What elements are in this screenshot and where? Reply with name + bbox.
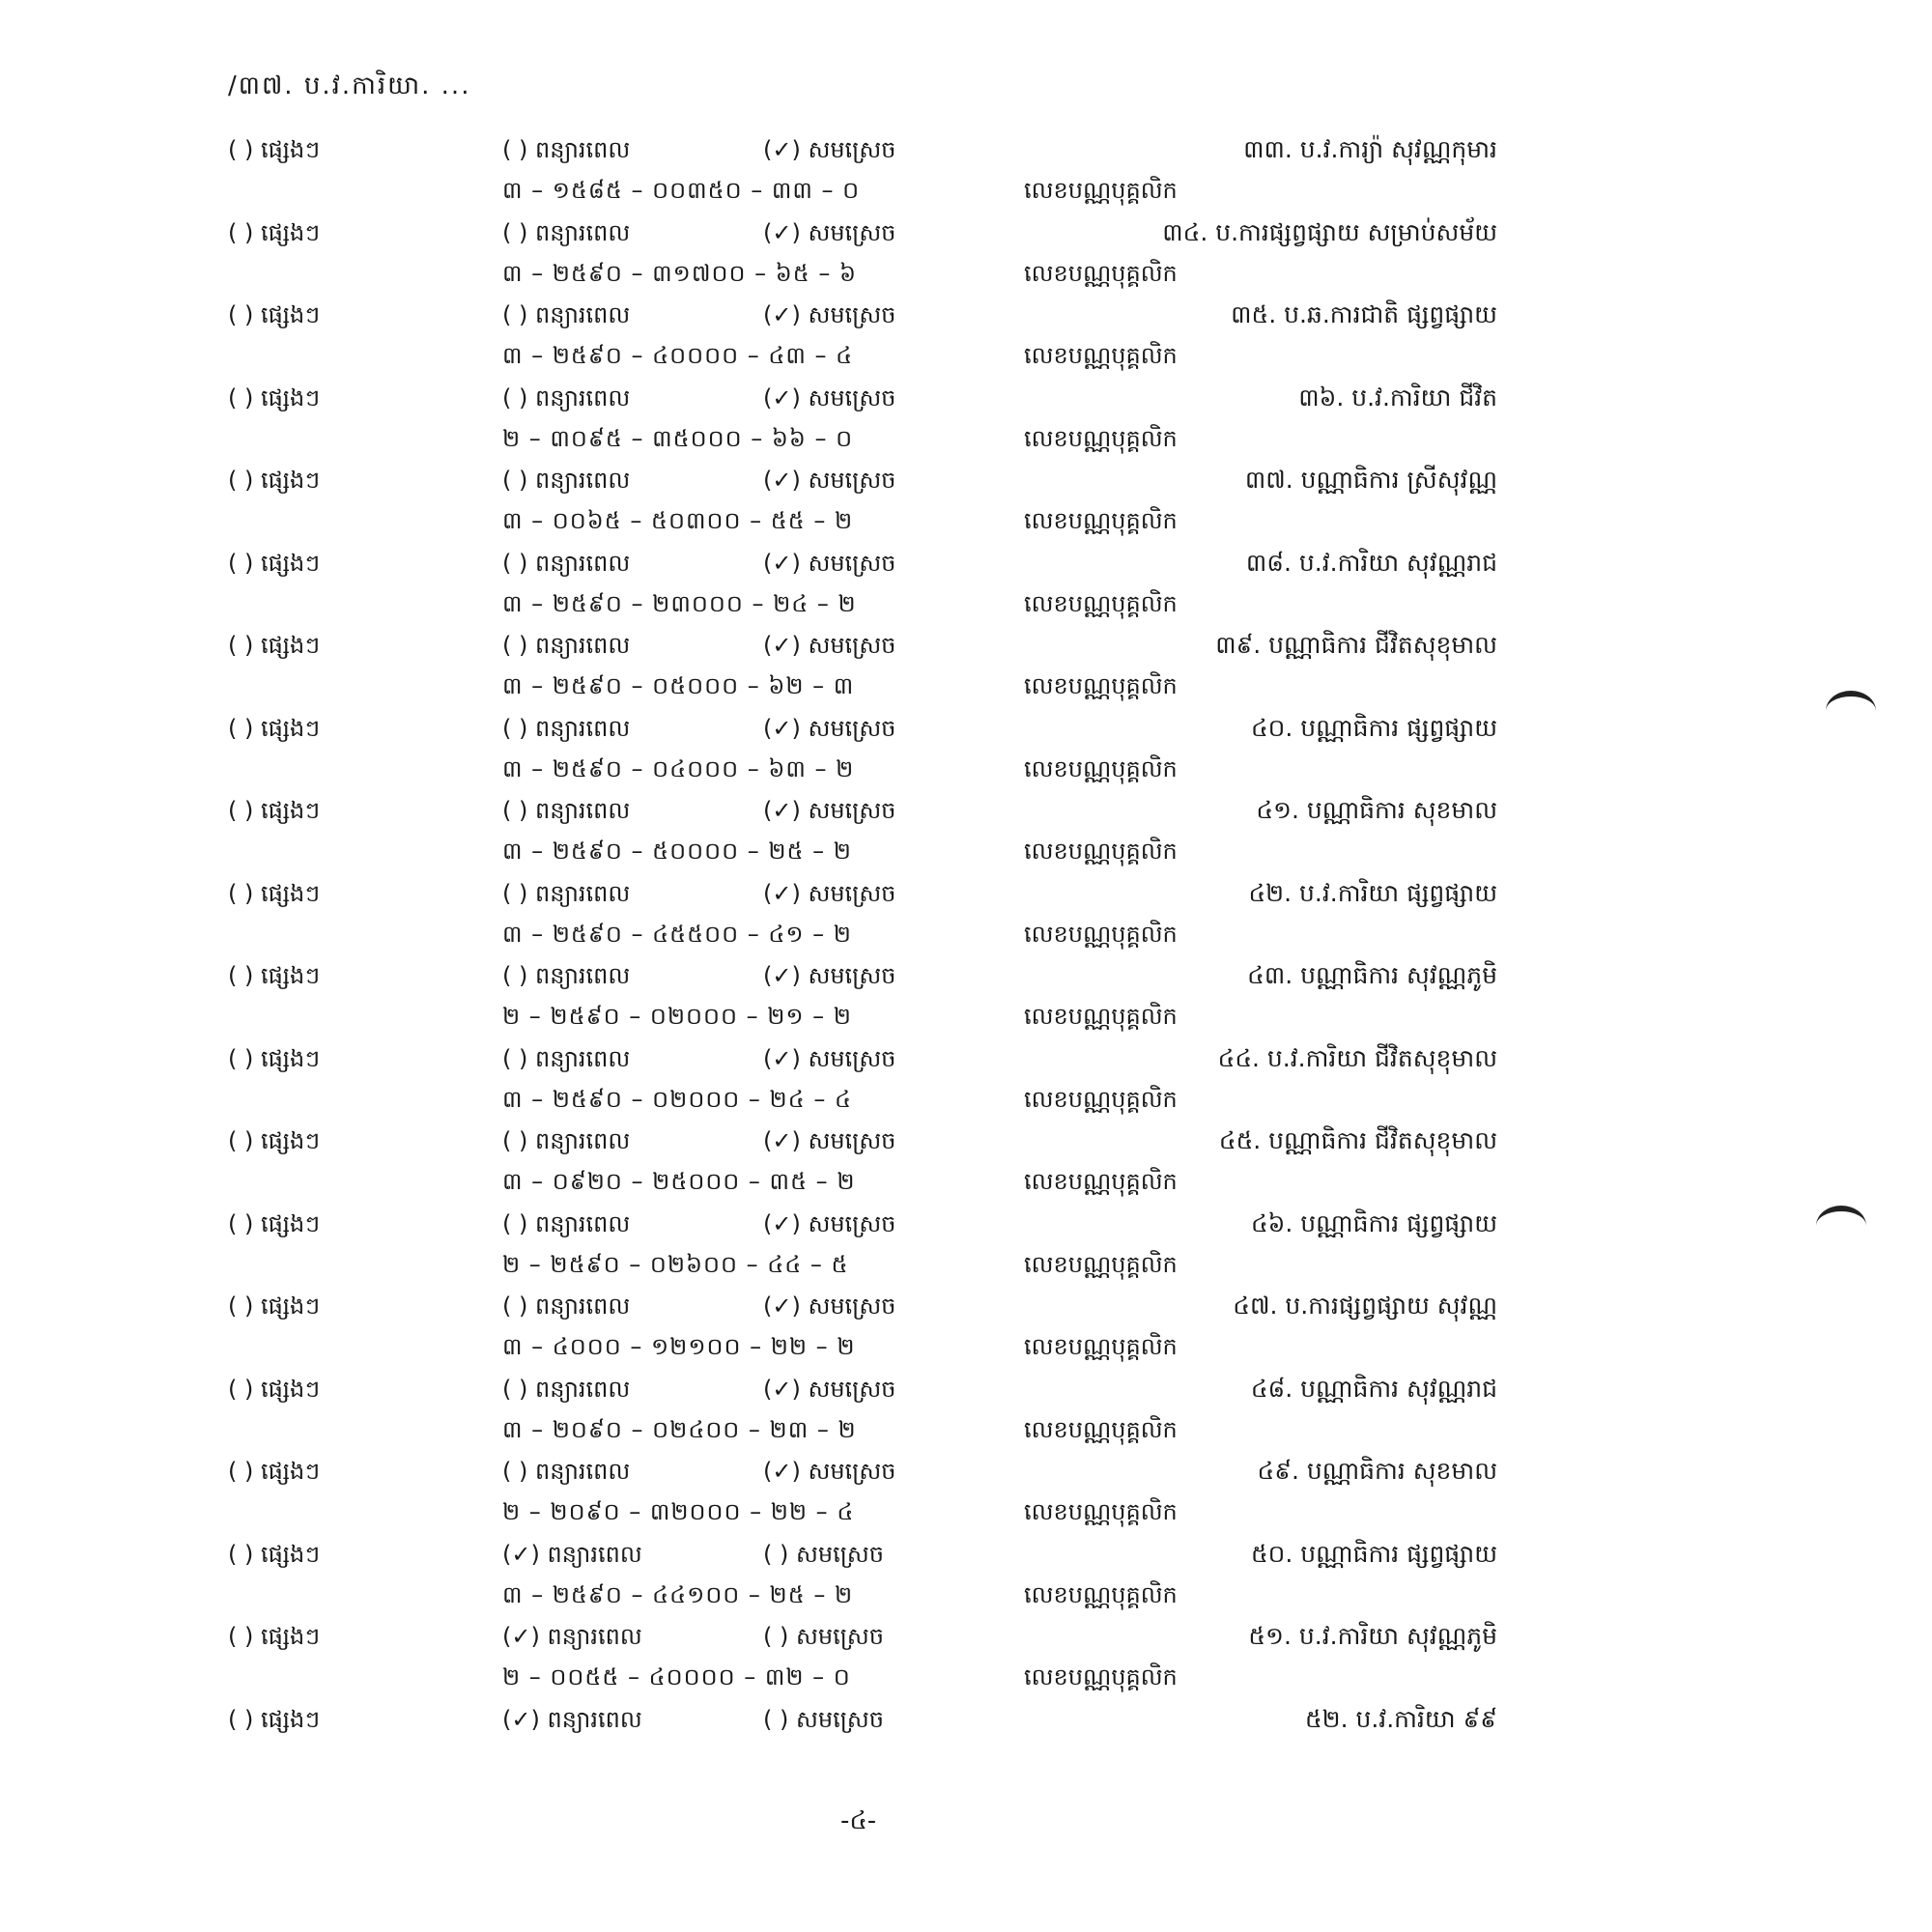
status-approved: (✓) សមស្រេច (763, 714, 896, 742)
entry-name: ៤៣. បណ្ណាធិការ សុវណ្ណភូមិ (1247, 961, 1497, 989)
entry-name: ៣៦. ប.វ.ការិយា ជីវិត (1298, 383, 1497, 412)
entry-code-label: លេខបណ្ណបុគ្គលិក (1024, 1085, 1178, 1113)
entry-code: ៣ – ០៩២០ – ២៥០០០ – ៣៥ – ២ (502, 1168, 856, 1195)
entry-name: ៣៨. ប.វ.ការិយា សុវណ្ណរាជ (1245, 548, 1497, 577)
record-entry (0, 1355, 1932, 1443)
entry-code: ២ – ២០៩០ – ៣២០០០ – ២២ – ៤ (502, 1498, 855, 1525)
status-postponed: ( ) ពន្យារពេល (502, 1044, 631, 1072)
entry-code: ២ – ៣០៩៥ – ៣៥០០០ – ៦៦ – ០ (502, 424, 854, 452)
punch-hole (1816, 1206, 1866, 1246)
record-entry (0, 1520, 1932, 1608)
status-approved: (✓) សមស្រេច (763, 632, 896, 659)
status-postponed: ( ) ពន្យារពេល (502, 1458, 631, 1485)
record-entry (0, 116, 1932, 204)
status-other: ( ) ផ្សេងៗ (228, 136, 321, 163)
entry-code-label: លេខបណ្ណបុគ្គលិក (1024, 754, 1178, 782)
page-number: -៤- (840, 1806, 877, 1835)
status-approved: (✓) សមស្រេច (763, 549, 896, 577)
entry-code: ២ – ២៥៩០ – ០២៦០០ – ៤៤ – ៥ (502, 1250, 849, 1278)
status-postponed: (✓) ពន្យារពេល (502, 1705, 642, 1733)
entry-name: ៣៥. ប.ឆ.ការជាតិ ផ្សព្វផ្សាយ (1231, 300, 1497, 328)
entry-code: ៣ – ២៥៩០ – ០២០០០ – ២៤ – ៤ (502, 1085, 852, 1113)
entry-name: ៣៤. ប.ការផ្សព្វផ្សាយ សម្រាប់សម័យ (1162, 217, 1497, 246)
status-postponed: ( ) ពន្យារពេល (502, 1209, 631, 1237)
status-other: ( ) ផ្សេងៗ (228, 301, 321, 328)
entry-code: ៣ – ២៥៩០ – ០៤០០០ – ៦៣ – ២ (502, 754, 855, 782)
entry-code-label: លេខបណ្ណបុគ្គលិក (1024, 342, 1178, 369)
status-other: ( ) ផ្សេងៗ (228, 797, 321, 824)
status-other: ( ) ផ្សេងៗ (228, 962, 321, 989)
entry-code: ២ – ២៥៩០ – ០២០០០ – ២១ – ២ (502, 1003, 852, 1030)
entry-name: ៤៧. ប.ការផ្សព្វផ្សាយ សុវណ្ណ (1233, 1292, 1497, 1320)
entry-code-label: លេខបណ្ណបុគ្គលិក (1024, 838, 1178, 865)
entry-code-label: លេខបណ្ណបុគ្គលិក (1024, 1415, 1178, 1443)
status-approved: (✓) សមស្រេច (763, 301, 896, 328)
status-approved: (✓) សមស្រេច (763, 797, 896, 824)
entry-name: ៤០. បណ្ណាធិការ ផ្សព្វផ្សាយ (1250, 713, 1497, 742)
entry-code-label: លេខបណ្ណបុគ្គលិក (1024, 672, 1178, 699)
entry-code: ៣ – ២៥៩០ – ៤៥៥០០ – ៤១ – ២ (502, 920, 852, 948)
record-entry (0, 611, 1932, 699)
status-approved: (✓) សមស្រេច (763, 467, 896, 494)
status-postponed: ( ) ពន្យារពេល (502, 632, 631, 659)
status-other: ( ) ផ្សេងៗ (228, 384, 321, 412)
entry-name: ៤៨. បណ្ណាធិការ សុវណ្ណរាជ (1250, 1374, 1497, 1403)
status-approved: (✓) សមស្រេច (763, 1044, 896, 1072)
entry-code: ៣ – ២៥៩០ – ០៥០០០ – ៦២ – ៣ (502, 672, 855, 699)
status-approved: (✓) សមស្រេច (763, 384, 896, 412)
status-other: ( ) ផ្សេងៗ (228, 1209, 321, 1237)
entry-code: ៣ – ២៥៩០ – ៥០០០០ – ២៥ – ២ (502, 838, 852, 865)
entry-code: ២ – ០០៥៥ – ៤០០០០ – ៣២ – ០ (502, 1663, 851, 1690)
status-approved: (✓) សមស្រេច (763, 879, 896, 907)
record-entry (0, 281, 1932, 369)
entry-code-label: លេខបណ្ណបុគ្គលិក (1024, 589, 1178, 617)
status-other: ( ) ផ្សេងៗ (228, 1623, 321, 1650)
entry-code: ៣ – ២៥៩០ – ៤០០០០ – ៤៣ – ៤ (502, 342, 854, 369)
entry-code: ៣ – ២០៩០ – ០២៤០០ – ២៣ – ២ (502, 1415, 857, 1443)
entry-code-label: លេខបណ្ណបុគ្គលិក (1024, 1333, 1178, 1360)
status-other: ( ) ផ្សេងៗ (228, 1127, 321, 1154)
status-postponed: ( ) ពន្យារពេល (502, 467, 631, 494)
record-entry (0, 777, 1932, 865)
status-postponed: ( ) ពន្យារពេល (502, 1127, 631, 1154)
record-entry (0, 1437, 1932, 1525)
entry-name: ៣៣. ប.វ.ការ្យ៉ា សុវណ្ណកុមារ (1243, 135, 1497, 163)
status-other: ( ) ផ្សេងៗ (228, 549, 321, 577)
entry-name: ៥០. បណ្ណាធិការ ផ្សព្វផ្សាយ (1250, 1539, 1497, 1568)
entry-name: ៥១. ប.វ.ការិយា សុវណ្ណភូមិ (1248, 1622, 1497, 1650)
entry-code-label: លេខបណ្ណបុគ្គលិក (1024, 1498, 1178, 1525)
record-entry (0, 1025, 1932, 1113)
record-entry (0, 446, 1932, 534)
status-postponed: ( ) ពន្យារពេល (502, 549, 631, 577)
entry-code-label: លេខបណ្ណបុគ្គលិក (1024, 424, 1178, 452)
page-header: /៣៧. ប.វ.ការិយា. ... (228, 71, 471, 100)
status-other: ( ) ផ្សេងៗ (228, 632, 321, 659)
entry-code: ៣ – ២៥៩០ – ៤៤១០០ – ២៥ – ២ (502, 1580, 854, 1608)
entry-name: ៣៧. បណ្ណាធិការ ស្រីសុវណ្ណ (1244, 466, 1497, 494)
status-postponed: ( ) ពន្យារពេល (502, 301, 631, 328)
status-postponed: (✓) ពន្យារពេល (502, 1623, 642, 1650)
entry-code: ៣ – ១៥៨៥ – ០០៣៥០ – ៣៣ – ០ (502, 177, 861, 204)
status-other: ( ) ផ្សេងៗ (228, 1458, 321, 1485)
entry-code-label: លេខបណ្ណបុគ្គលិក (1024, 177, 1178, 204)
entry-name: ៤៦. បណ្ណាធិការ ផ្សព្វផ្សាយ (1250, 1208, 1497, 1237)
entry-code-label: លេខបណ្ណបុគ្គលិក (1024, 1250, 1178, 1278)
status-postponed: ( ) ពន្យារពេល (502, 384, 631, 412)
status-approved: (✓) សមស្រេច (763, 136, 896, 163)
status-approved: (✓) សមស្រេច (763, 1458, 896, 1485)
entry-code: ៣ – ៤០០០ – ១២១០០ – ២២ – ២ (502, 1333, 856, 1360)
entry-list (0, 116, 1932, 1768)
record-entry (0, 860, 1932, 948)
entry-name: ៤៤. ប.វ.ការិយា ជីវិតសុខុមាល (1217, 1043, 1497, 1072)
record-entry (0, 1107, 1932, 1195)
entry-code-label: លេខបណ្ណបុគ្គលិក (1024, 1663, 1178, 1690)
record-entry (0, 1686, 1932, 1769)
status-approved: ( ) សមស្រេច (763, 1540, 884, 1568)
record-entry (0, 199, 1932, 287)
status-other: ( ) ផ្សេងៗ (228, 1705, 321, 1733)
entry-name: ៤១. បណ្ណាធិការ សុខមាល (1256, 796, 1497, 824)
status-approved: (✓) សមស្រេច (763, 962, 896, 989)
status-other: ( ) ផ្សេងៗ (228, 1044, 321, 1072)
status-approved: (✓) សមស្រេច (763, 1293, 896, 1320)
status-other: ( ) ផ្សេងៗ (228, 879, 321, 907)
record-entry (0, 695, 1932, 782)
status-other: ( ) ផ្សេងៗ (228, 1540, 321, 1568)
status-postponed: ( ) ពន្យារពេល (502, 136, 631, 163)
entry-name: ៥២. ប.វ.ការិយា ៩៩ (1304, 1704, 1497, 1733)
status-other: ( ) ផ្សេងៗ (228, 467, 321, 494)
record-entry (0, 1190, 1932, 1278)
entry-code: ៣ – ០០៦៥ – ៥០៣០០ – ៥៥ – ២ (502, 507, 854, 534)
record-entry (0, 1272, 1932, 1360)
entry-code-label: លេខបណ្ណបុគ្គលិក (1024, 1168, 1178, 1195)
entry-code-label: លេខបណ្ណបុគ្គលិក (1024, 1003, 1178, 1030)
status-approved: (✓) សមស្រេច (763, 1209, 896, 1237)
record-entry (0, 529, 1932, 617)
status-postponed: ( ) ពន្យារពេល (502, 797, 631, 824)
status-postponed: (✓) ពន្យារពេល (502, 1540, 642, 1568)
status-postponed: ( ) ពន្យារពេល (502, 1375, 631, 1403)
entry-name: ៤៩. បណ្ណាធិការ សុខមាល (1257, 1457, 1497, 1485)
status-approved: ( ) សមស្រេច (763, 1623, 884, 1650)
record-entry (0, 942, 1932, 1030)
entry-code-label: លេខបណ្ណបុគ្គលិក (1024, 259, 1178, 287)
status-approved: ( ) សមស្រេច (763, 1705, 884, 1733)
entry-code-label: លេខបណ្ណបុគ្គលិក (1024, 920, 1178, 948)
status-other: ( ) ផ្សេងៗ (228, 1293, 321, 1320)
entry-name: ៣៩. បណ្ណាធិការ ជីវិតសុខុមាល (1215, 631, 1497, 659)
status-postponed: ( ) ពន្យារពេល (502, 879, 631, 907)
status-postponed: ( ) ពន្យារពេល (502, 714, 631, 742)
status-postponed: ( ) ពន្យារពេល (502, 1293, 631, 1320)
status-approved: (✓) សមស្រេច (763, 1375, 896, 1403)
status-postponed: ( ) ពន្យារពេល (502, 962, 631, 989)
status-approved: (✓) សមស្រេច (763, 1127, 896, 1154)
status-approved: (✓) សមស្រេច (763, 218, 896, 246)
entry-code-label: លេខបណ្ណបុគ្គលិក (1024, 1580, 1178, 1608)
entry-name: ៤៥. បណ្ណាធិការ ជីវិតសុខុមាល (1218, 1126, 1497, 1154)
status-other: ( ) ផ្សេងៗ (228, 1375, 321, 1403)
status-postponed: ( ) ពន្យារពេល (502, 218, 631, 246)
entry-code: ៣ – ២៥៩០ – ២៣០០០ – ២៤ – ២ (502, 589, 857, 617)
record-entry (0, 1603, 1932, 1690)
entry-code-label: លេខបណ្ណបុគ្គលិក (1024, 507, 1178, 534)
status-other: ( ) ផ្សេងៗ (228, 714, 321, 742)
entry-name: ៤២. ប.វ.ការិយា ផ្សព្វផ្សាយ (1248, 878, 1497, 907)
record-entry (0, 364, 1932, 452)
status-other: ( ) ផ្សេងៗ (228, 218, 321, 246)
entry-code: ៣ – ២៥៩០ – ៣១៧០០ – ៦៥ – ៦ (502, 259, 857, 287)
punch-hole (1826, 691, 1876, 731)
